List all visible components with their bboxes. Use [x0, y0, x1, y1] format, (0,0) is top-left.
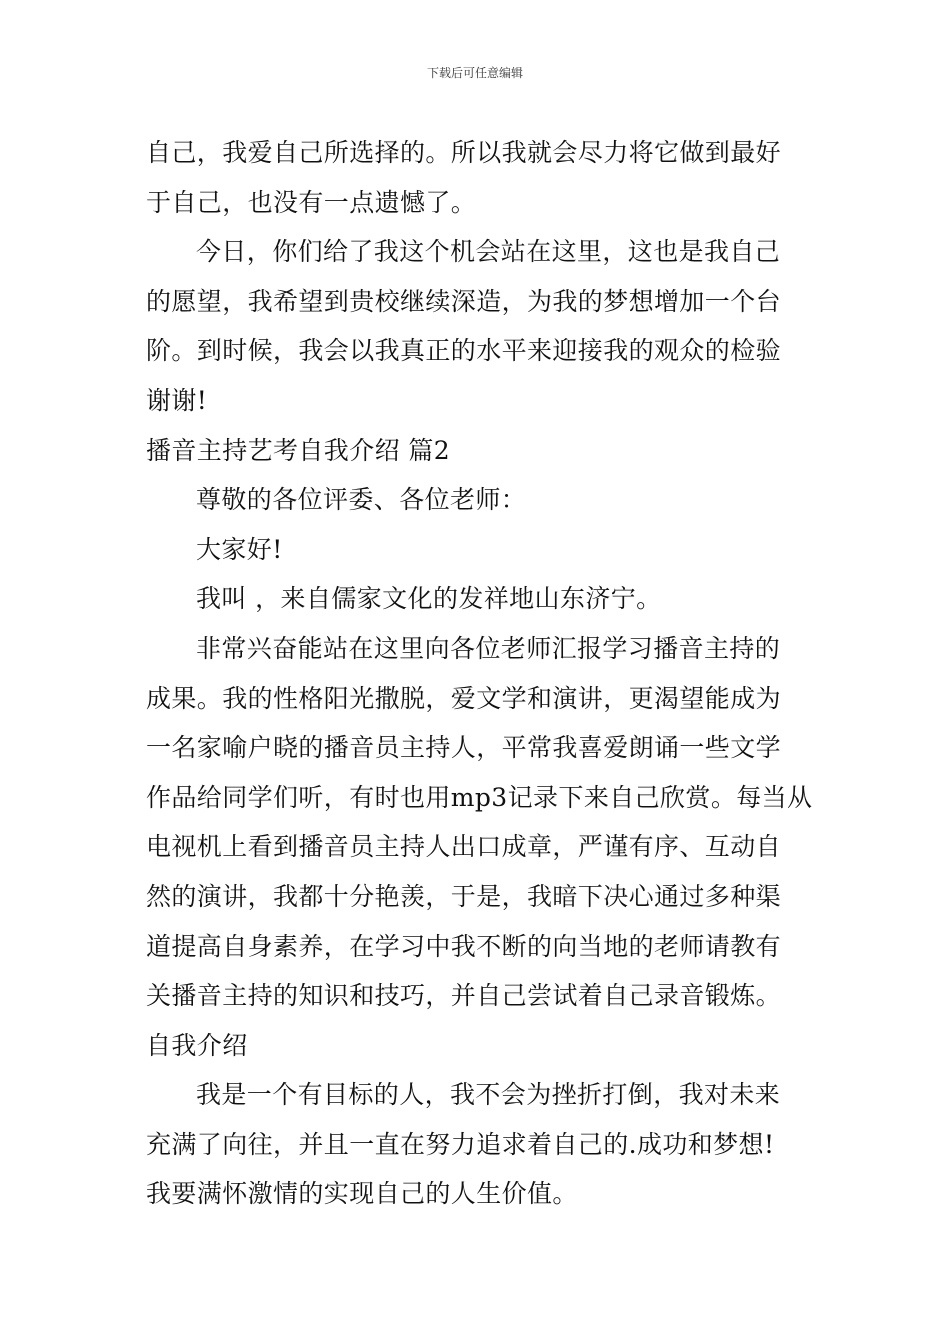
text-line: 自己，我爱自己所选择的。所以我就会尽力将它做到最好 — [146, 138, 782, 167]
text-line: 关播音主持的知识和技巧，并自己尝试着自己录音锻炼。 — [146, 981, 782, 1011]
text-line: 自我介绍 — [146, 1030, 248, 1060]
text-line: 然的演讲，我都十分艳羡，于是，我暗下决心通过多种渠 — [146, 881, 782, 911]
paragraph-start: 我叫 ，来自儒家文化的发祥地山东济宁。 — [196, 584, 662, 614]
text-line: 一名家喻户晓的播音员主持人，平常我喜爱朗诵一些文学 — [146, 733, 782, 763]
section-heading: 播音主持艺考自我介绍 篇2 — [146, 435, 451, 465]
salutation: 尊敬的各位评委、各位老师： — [196, 485, 527, 515]
text-line: 成果。我的性格阳光撒脱，爱文学和演讲，更渴望能成为 — [146, 683, 782, 713]
text-line: 充满了向往，并且一直在努力追求着自己的.成功和梦想! — [146, 1129, 775, 1159]
text-line: 我要满怀激情的实现自己的人生价值。 — [146, 1179, 578, 1209]
paragraph-start: 非常兴奋能站在这里向各位老师汇报学习播音主持的 — [196, 633, 781, 663]
greeting: 大家好! — [196, 534, 283, 564]
document-body — [146, 128, 813, 1219]
text-line: 电视机上看到播音员主持人出口成章，严谨有序、互动自 — [146, 832, 782, 862]
page-header: 下载后可任意编辑 — [426, 66, 523, 80]
text-line: 作品给同学们听，有时也用mp3记录下来自己欣赏。每当从 — [146, 782, 813, 812]
text-line: 于自己，也没有一点遗憾了。 — [146, 187, 477, 217]
text-line: 道提高自身素养，在学习中我不断的向当地的老师请教有 — [146, 931, 782, 961]
paragraph-start: 我是一个有目标的人，我不会为挫折打倒，我对未来 — [196, 1080, 781, 1110]
text-line: 的愿望，我希望到贵校继续深造，为我的梦想增加一个台 — [146, 286, 782, 316]
paragraph-start: 今日，你们给了我这个机会站在这里，这也是我自己 — [196, 237, 781, 267]
text-line: 谢谢! — [146, 385, 208, 415]
text-line: 阶。到时候，我会以我真正的水平来迎接我的观众的检验 — [146, 336, 782, 366]
